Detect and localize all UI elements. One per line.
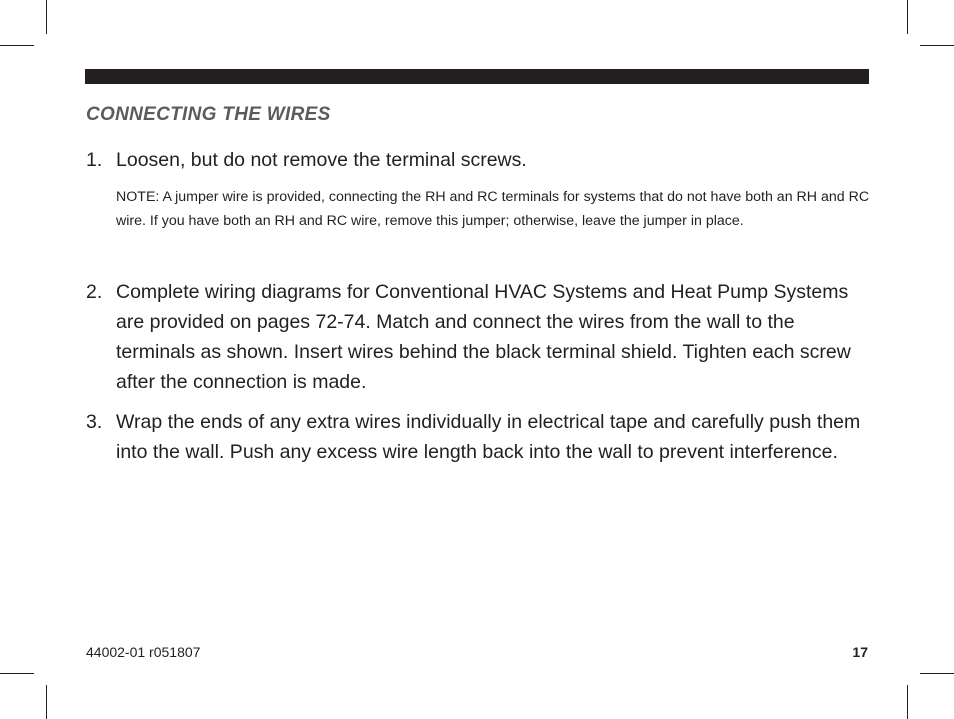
crop-mark-bottom-left-vertical [46, 685, 47, 719]
crop-mark-top-left-vertical [46, 0, 47, 34]
step-text: Loosen, but do not remove the terminal screws. [116, 149, 527, 171]
crop-mark-top-right-horizontal [920, 45, 954, 46]
crop-mark-top-right-vertical [907, 0, 908, 34]
crop-mark-bottom-left-horizontal [0, 673, 34, 674]
jumper-note: NOTE: A jumper wire is provided, connecting the RH and RC terminals for systems that do not have both an RH and RC wire. If you have both an RH and RC wire, remove this jumper; otherwise, leave the jumper in place. [116, 189, 870, 229]
step-text: Wrap the ends of any extra wires individually in electrical tape and carefully push them into the wall. Push any excess wire length back into the wall to prevent interference. [116, 411, 861, 463]
crop-mark-bottom-right-horizontal [920, 673, 954, 674]
document-code: 44002-01 r051807 [86, 644, 201, 660]
header-bar [85, 69, 869, 84]
step-text: Complete wiring diagrams for Conventional HVAC Systems and Heat Pump Systems are provided on pages 72-74. Match and connect the wires from the wall to the terminals as shown. Insert wires behind the black terminal shield. Tighten each screw after the connection is made. [116, 281, 851, 393]
step-number: 3. [86, 411, 103, 433]
crop-mark-bottom-right-vertical [907, 685, 908, 719]
step-number: 1. [86, 149, 103, 171]
step-number: 2. [86, 281, 103, 303]
section-heading: CONNECTING THE WIRES [86, 104, 331, 125]
page-number: 17 [852, 644, 868, 660]
crop-mark-top-left-horizontal [0, 45, 34, 46]
